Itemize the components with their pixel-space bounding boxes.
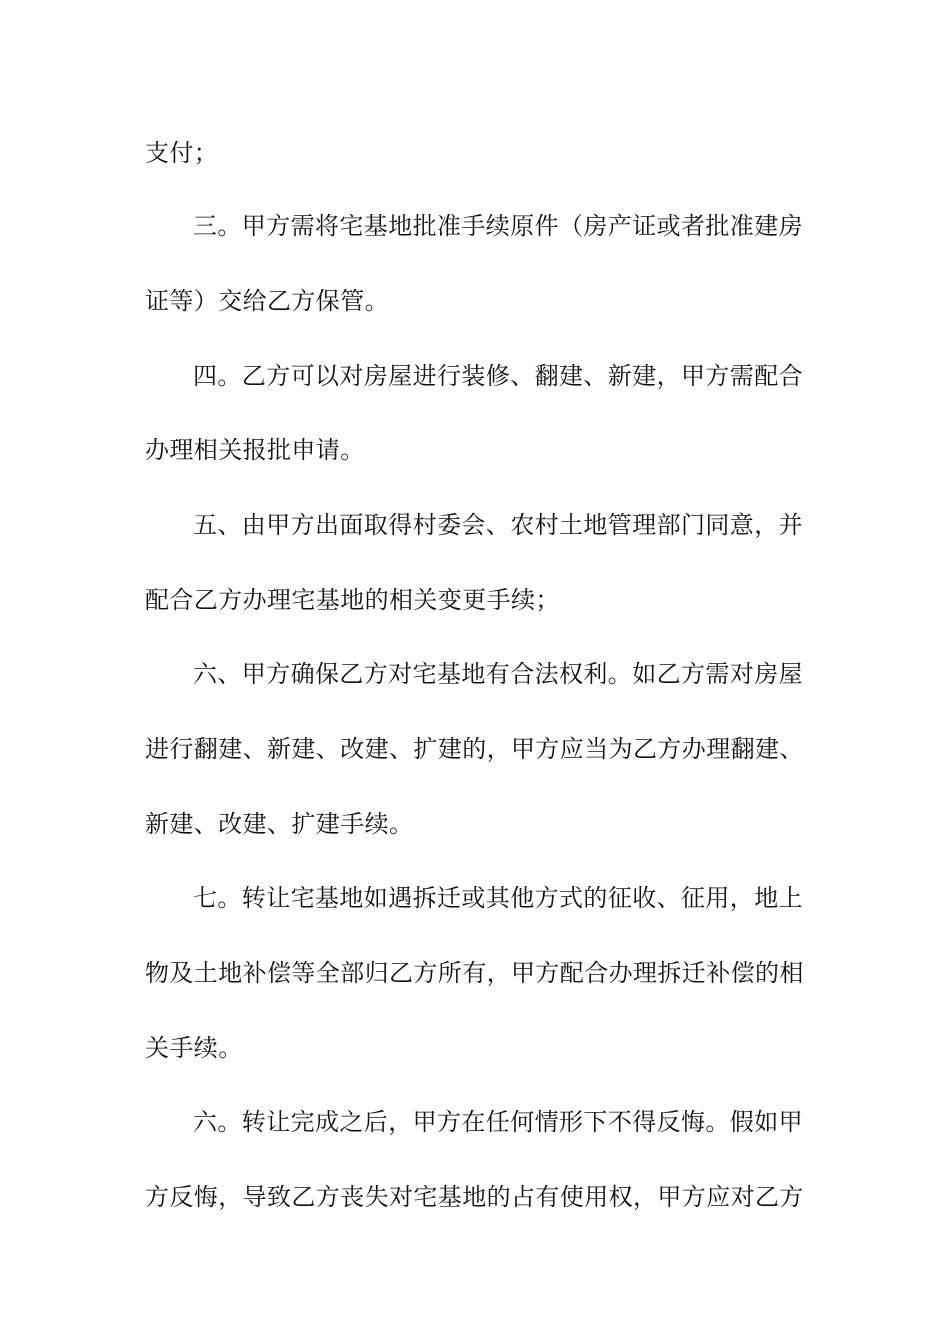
clause-8-line-1: 六。转让完成之后，甲方在任何情形下不得反悔。假如甲 [193,1108,803,1136]
clause-4-line-2: 办理相关报批申请。 [145,436,365,464]
clause-6-line-3: 新建、改建、扩建手续。 [145,810,414,838]
clause-7-line-3: 关手续。 [145,1034,243,1062]
clause-7-line-1: 七。转让宅基地如遇拆迁或其他方式的征收、征用，地上 [193,884,803,912]
clause-7-line-2: 物及土地补偿等全部归乙方所有，甲方配合办理拆迁补偿的相 [145,959,804,987]
clause-3-line-2: 证等）交给乙方保管。 [145,287,389,315]
text-line-1: 支付； [145,139,219,167]
clause-3-line-1: 三。甲方需将宅基地批准手续原件（房产证或者批准建房 [193,212,803,240]
clause-6-line-2: 进行翻建、新建、改建、扩建的，甲方应当为乙方办理翻建、 [145,735,804,763]
clause-5-line-2: 配合乙方办理宅基地的相关变更手续； [145,586,560,614]
clause-8-line-2: 方反悔，导致乙方丧失对宅基地的占有使用权，甲方应对乙方 [145,1183,804,1211]
clause-6-line-1: 六、甲方确保乙方对宅基地有合法权利。如乙方需对房屋 [193,660,803,688]
clause-4-line-1: 四。乙方可以对房屋进行装修、翻建、新建，甲方需配合 [193,362,803,390]
clause-5-line-1: 五、由甲方出面取得村委会、农村土地管理部门同意，并 [193,511,803,539]
